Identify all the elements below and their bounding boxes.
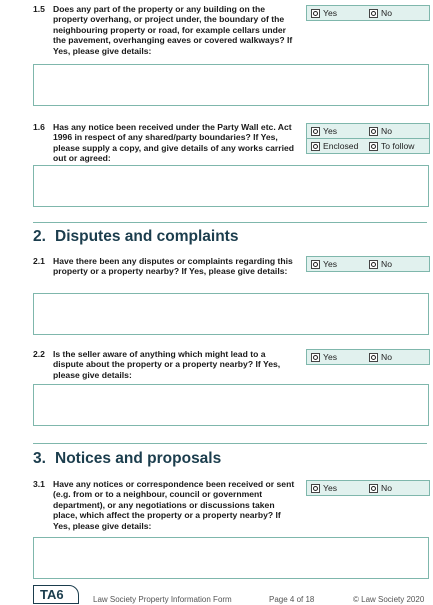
page-number: Page 4 of 18	[269, 595, 315, 604]
form-badge: TA6	[33, 585, 79, 604]
question-number: 3.1	[33, 479, 45, 489]
option-enclosed[interactable]: Enclosed	[311, 140, 358, 152]
question-text: Is the seller aware of anything which might lead to a dispute about the property or a property nearby? If Yes, please give details:	[53, 349, 281, 380]
section-heading-2: 2. Disputes and complaints	[33, 228, 239, 245]
option-no[interactable]: No	[369, 258, 392, 270]
page-footer	[33, 585, 427, 605]
answer-box-1-6[interactable]	[33, 165, 429, 207]
options-2-2	[306, 349, 430, 365]
checkbox-icon[interactable]	[369, 260, 378, 269]
options-1-5	[306, 5, 430, 21]
checkbox-icon[interactable]	[311, 484, 320, 493]
question-number: 1.5	[33, 4, 45, 14]
checkbox-icon[interactable]	[311, 142, 320, 151]
section-divider	[33, 443, 427, 444]
checkbox-icon[interactable]	[311, 260, 320, 269]
section-divider	[33, 222, 427, 223]
question-2-1	[33, 256, 295, 277]
answer-box-3-1[interactable]	[33, 537, 429, 579]
question-1-5	[33, 4, 295, 56]
options-2-1	[306, 256, 430, 272]
question-number: 1.6	[33, 122, 45, 132]
question-text: Does any part of the property or any building on the property overhang, or project under, the boundary of the neighbouring property or road, for example cellars under the pavement, overhanging eaves or covered walkways? If Yes, please give details:	[53, 4, 293, 56]
form-name: Law Society Property Information Form	[93, 595, 232, 604]
question-number: 2.1	[33, 256, 45, 266]
checkbox-icon[interactable]	[311, 127, 320, 136]
option-yes[interactable]: Yes	[311, 482, 337, 494]
option-yes[interactable]: Yes	[311, 351, 337, 363]
option-no[interactable]: No	[369, 125, 392, 137]
question-number: 2.2	[33, 349, 45, 359]
checkbox-icon[interactable]	[369, 9, 378, 18]
checkbox-icon[interactable]	[311, 9, 320, 18]
section-heading-3: 3. Notices and proposals	[33, 450, 222, 467]
question-1-6	[33, 122, 295, 164]
answer-box-2-1[interactable]	[33, 293, 429, 335]
option-no[interactable]: No	[369, 351, 392, 363]
question-2-2	[33, 349, 295, 380]
option-yes[interactable]: Yes	[311, 125, 337, 137]
checkbox-icon[interactable]	[369, 484, 378, 493]
options-3-1	[306, 480, 430, 496]
copyright: © Law Society 2020	[353, 595, 425, 604]
checkbox-icon[interactable]	[369, 142, 378, 151]
option-yes[interactable]: Yes	[311, 7, 337, 19]
checkbox-icon[interactable]	[369, 353, 378, 362]
checkbox-icon[interactable]	[311, 353, 320, 362]
option-no[interactable]: No	[369, 482, 392, 494]
answer-box-1-5[interactable]	[33, 64, 429, 106]
question-text: Have any notices or correspondence been received or sent (e.g. from or to a neighbour, council or government department), or any negotiations or discussions taken place, which affect the property or a property nearby? If Yes, please give details:	[53, 479, 295, 531]
options-1-6	[306, 123, 430, 154]
option-no[interactable]: No	[369, 7, 392, 19]
question-text: Have there been any disputes or complaints regarding this property or a property nearby? If Yes, please give details:	[53, 256, 293, 277]
option-to-follow[interactable]: To follow	[369, 140, 414, 152]
option-yes[interactable]: Yes	[311, 258, 337, 270]
question-3-1	[33, 479, 295, 531]
question-text: Has any notice been received under the Party Wall etc. Act 1996 in respect of any shared/party boundaries? If Yes, please supply a copy, and give details of any works carried out or agreed:	[53, 122, 295, 164]
checkbox-icon[interactable]	[369, 127, 378, 136]
answer-box-2-2[interactable]	[33, 384, 429, 426]
